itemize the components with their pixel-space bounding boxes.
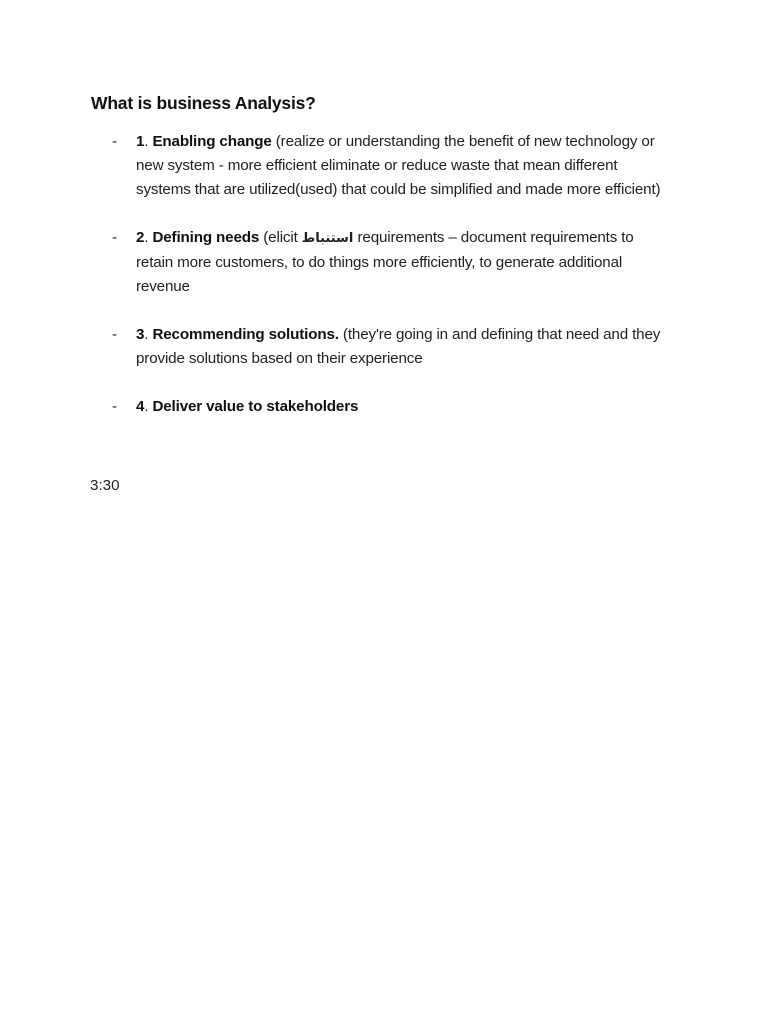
dash-marker: - xyxy=(112,326,117,343)
item-number: 1 xyxy=(136,133,145,150)
item-text-continued: requirements – document requirements to retain more customers, to do things more efficiently, to generate additional revenue xyxy=(136,229,634,295)
page-title: What is business Analysis? xyxy=(91,93,316,113)
item-text: (elicit xyxy=(259,229,302,246)
item-text: (they're going in and defining that need and they provide solutions based on their experience xyxy=(136,326,661,367)
item-number: 2 xyxy=(136,229,145,246)
dash-marker: - xyxy=(112,133,117,150)
item-text: (realize or understanding the benefit of new technology or new system - more efficient eliminate or reduce waste that mean different systems that are utilized(used) that could be simplified and made more efficient) xyxy=(136,133,661,198)
item-separator: . xyxy=(144,133,153,150)
item-heading: Deliver value to stakeholders xyxy=(152,398,359,415)
item-heading: Defining needs xyxy=(152,229,260,246)
item-heading: Recommending solutions. xyxy=(152,326,339,343)
item-separator: . xyxy=(144,398,153,415)
item-heading: Enabling change xyxy=(152,133,272,150)
item-separator: . xyxy=(144,229,153,246)
dash-marker: - xyxy=(112,229,117,246)
dash-marker: - xyxy=(112,398,117,415)
timestamp-note: 3:30 xyxy=(90,477,120,494)
list-item-deliver-value xyxy=(112,395,672,419)
list-item-recommending-solutions xyxy=(112,323,672,371)
item-number: 3 xyxy=(136,326,145,343)
item-number: 4 xyxy=(136,398,145,415)
list-item-defining-needs xyxy=(112,226,672,299)
arabic-term: استنباط xyxy=(301,231,354,246)
bullet-list xyxy=(112,130,672,443)
item-separator: . xyxy=(144,326,153,343)
list-item-enabling-change xyxy=(112,130,672,202)
